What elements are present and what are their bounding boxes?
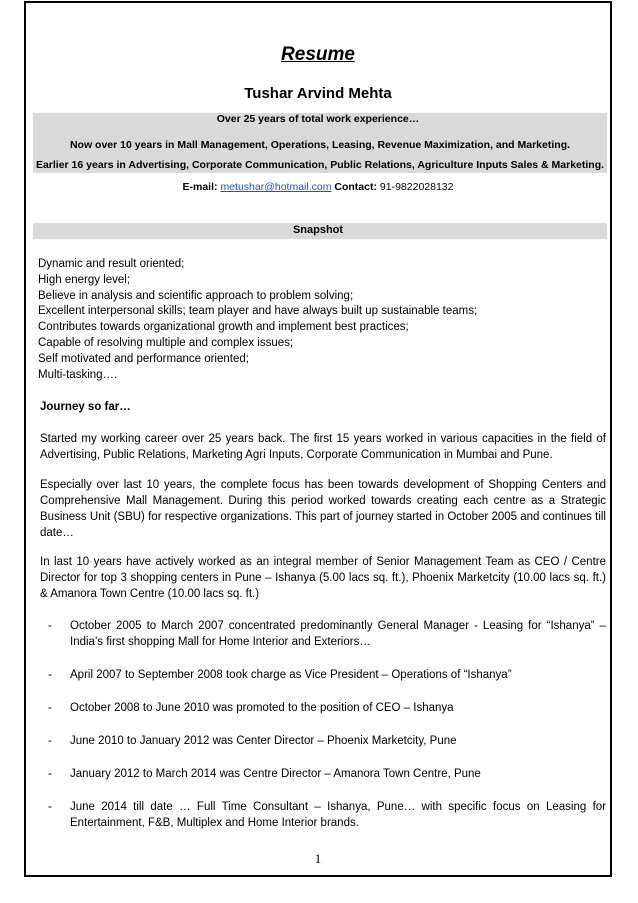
bullet-dash: - xyxy=(48,669,52,681)
snapshot-list xyxy=(38,257,477,383)
contact-label: Contact: xyxy=(334,181,377,193)
bullet-dash: - xyxy=(48,735,52,747)
timeline-item xyxy=(40,618,606,650)
journey-paragraph: Started my working career over 25 years back. The first 15 years worked in various capacities in the field of Advertising, Public Relations, Marketing Agri Inputs, Corporate Communication in Mumbai and Pune. xyxy=(40,433,606,461)
career-timeline xyxy=(40,618,606,848)
email-label: E-mail: xyxy=(182,181,218,193)
timeline-item xyxy=(40,667,606,683)
timeline-text: October 2008 to June 2010 was promoted to the position of CEO – Ishanya xyxy=(70,702,454,714)
experience-total: Over 25 years of total work experience… xyxy=(216,113,420,125)
email-link[interactable]: metushar@hotmail.com xyxy=(220,181,332,193)
snapshot-item: Excellent interpersonal skills; team player and have always built up sustainable teams; xyxy=(38,305,478,318)
resume-title: Resume xyxy=(281,44,355,65)
snapshot-item: High energy level; xyxy=(38,273,131,286)
snapshot-item: Believe in analysis and scientific approach to problem solving; xyxy=(38,289,354,302)
timeline-item xyxy=(40,700,606,716)
bullet-dash: - xyxy=(48,620,52,632)
timeline-item xyxy=(40,766,606,782)
timeline-text: June 2010 to January 2012 was Center Director – Phoenix Marketcity, Pune xyxy=(70,735,457,747)
snapshot-heading: Snapshot xyxy=(292,224,344,236)
snapshot-item: Capable of resolving multiple and complex issues; xyxy=(38,336,294,349)
experience-advertising: Earlier 16 years in Advertising, Corporate Communication, Public Relations, Agriculture Inputs Sales & Marketing. xyxy=(35,159,605,171)
phone-number: 91-9822028132 xyxy=(379,181,454,193)
resume-page xyxy=(24,1,612,877)
bullet-dash: - xyxy=(48,768,52,780)
journey-paragraph: In last 10 years have actively worked as an integral member of Senior Management Team as CEO / Centre Director for top 3 shopping centers in Pune – Ishanya (5.00 lacs sq. ft.), Phoenix Marketcity (10.00 lacs sq. ft.) & Amanora Town Centre (10.00 lacs sq. ft.) xyxy=(40,556,606,600)
contact-line xyxy=(26,181,610,193)
snapshot-item: Contributes towards organizational growth and implement best practices; xyxy=(38,321,409,334)
experience-mall: Now over 10 years in Mall Management, Operations, Leasing, Revenue Maximization, and Marketing. xyxy=(69,139,571,151)
bullet-dash: - xyxy=(48,801,52,813)
bullet-dash: - xyxy=(48,702,52,714)
timeline-item xyxy=(40,733,606,749)
snapshot-item: Dynamic and result oriented; xyxy=(38,258,185,270)
timeline-text: April 2007 to September 2008 took charge as Vice President – Operations of “Ishanya” xyxy=(70,669,512,681)
journey-heading: Journey so far… xyxy=(40,401,131,413)
timeline-text: October 2005 to March 2007 concentrated predominantly General Manager - Leasing for “Ishanya” – India’s first shopping Mall for Home Interior and Exteriors… xyxy=(70,620,606,648)
page-number: 1 xyxy=(314,851,322,866)
timeline-item xyxy=(40,799,606,831)
snapshot-item: Self motivated and performance oriented; xyxy=(38,352,249,365)
snapshot-item: Multi-tasking…. xyxy=(38,368,118,381)
timeline-text: June 2014 till date … Full Time Consultant – Ishanya, Pune… with specific focus on Leasing for Entertainment, F&B, Multiplex and Home Interior brands. xyxy=(70,801,606,829)
journey-paragraph: Especially over last 10 years, the complete focus has been towards development of Shopping Centers and Comprehensive Mall Management. During this period worked towards creating each centre as a Strategic Business Unit (SBU) for respective organizations. This part of journey started in October 2005 and continues till date… xyxy=(40,479,606,539)
candidate-name: Tushar Arvind Mehta xyxy=(244,85,392,102)
timeline-text: January 2012 to March 2014 was Centre Director – Amanora Town Centre, Pune xyxy=(70,768,481,780)
